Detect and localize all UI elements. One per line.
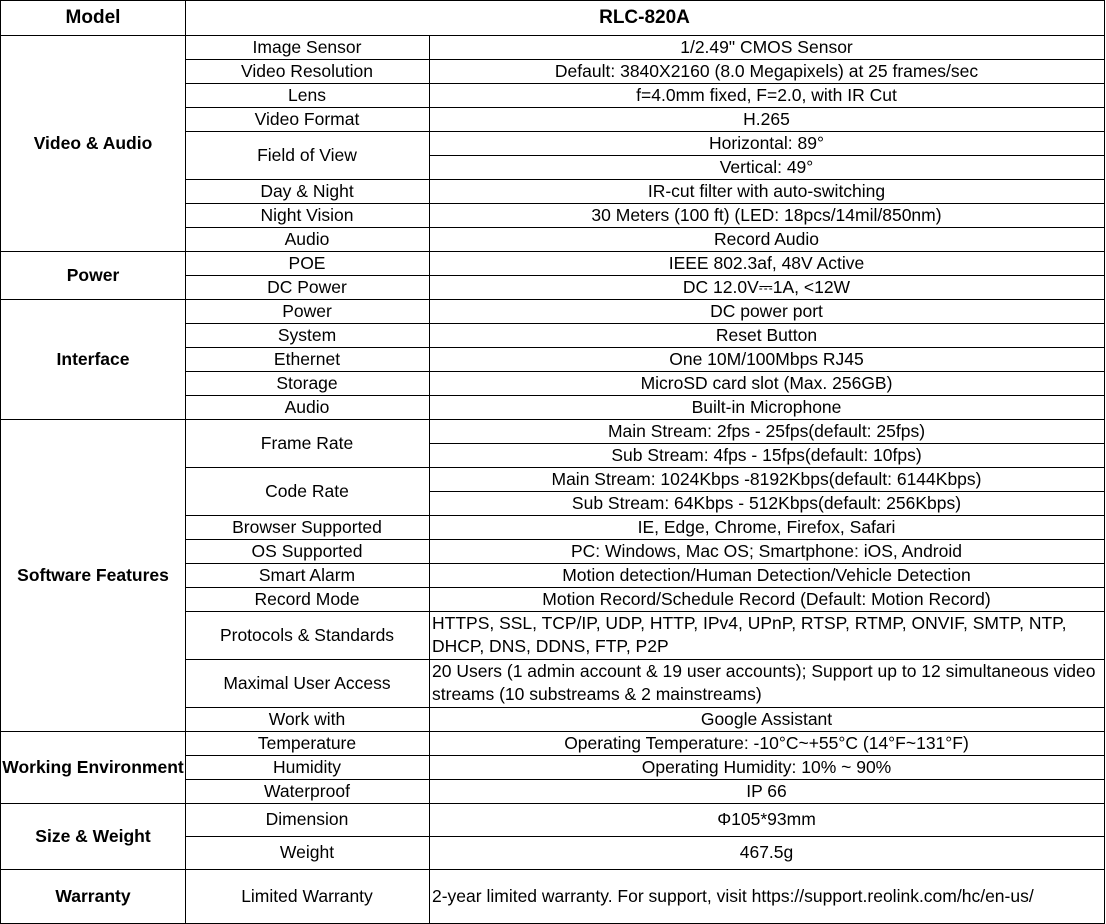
spec-label: Code Rate [265, 480, 349, 501]
spec-value: DC 12.0V⎓1A, <12W [682, 276, 851, 297]
spec-value: 467.5g [739, 842, 794, 863]
spec-value: Built-in Microphone [691, 396, 842, 417]
section-name: Size & Weight [35, 825, 151, 846]
spec-label: Ethernet [273, 348, 341, 369]
spec-label: Frame Rate [260, 432, 354, 453]
spec-value: Main Stream: 2fps - 25fps(default: 25fps) [607, 420, 926, 441]
spec-label: POE [288, 252, 326, 273]
grid-line [1104, 0, 1105, 924]
spec-value: DC power port [710, 300, 823, 321]
model-value: RLC-820A [599, 6, 690, 28]
section-name: Power [66, 264, 120, 285]
spec-label: Lens [288, 84, 326, 105]
section-name: Interface [56, 348, 130, 369]
model-label: Model [65, 6, 121, 28]
spec-label: Smart Alarm [258, 564, 356, 585]
grid-line [1, 0, 1105, 1]
spec-label: Protocols & Standards [219, 624, 395, 645]
spec-label: Humidity [272, 756, 342, 777]
section-name: Software Features [17, 564, 169, 585]
spec-value: Φ105*93mm [717, 809, 816, 830]
spec-label: Video Format [254, 108, 360, 129]
spec-label: Field of View [257, 144, 357, 165]
spec-label: Night Vision [260, 204, 354, 225]
spec-label: Dimension [265, 809, 349, 830]
spec-value: IP 66 [746, 780, 787, 801]
spec-label: System [277, 324, 337, 345]
spec-value: Default: 3840X2160 (8.0 Megapixels) at 25 frames/sec [554, 60, 979, 81]
spec-label: Temperature [257, 732, 357, 753]
spec-value: 1/2.49" CMOS Sensor [680, 36, 853, 57]
spec-value: Sub Stream: 64Kbps - 512Kbps(default: 256Kbps) [571, 492, 962, 513]
section-name: Working Environment [2, 756, 184, 777]
spec-label: Power [282, 300, 332, 321]
spec-value: One 10M/100Mbps RJ45 [669, 348, 864, 369]
spec-label: Record Mode [254, 588, 360, 609]
spec-label: Audio [284, 228, 330, 249]
spec-value: 20 Users (1 admin account & 19 user accounts); Support up to 12 simultaneous video streams (10 substreams & 2 mainstreams) [432, 661, 1096, 704]
spec-label: Weight [279, 842, 335, 863]
spec-value: Reset Button [715, 324, 818, 345]
spec-value: Motion detection/Human Detection/Vehicle Detection [562, 564, 971, 585]
spec-value: Operating Humidity: 10% ~ 90% [641, 756, 892, 777]
spec-value: PC: Windows, Mac OS; Smartphone: iOS, Android [571, 540, 962, 561]
spec-value: IE, Edge, Chrome, Firefox, Safari [637, 516, 896, 537]
spec-value: Vertical: 49° [719, 156, 814, 177]
spec-label: Storage [276, 372, 338, 393]
spec-value: 30 Meters (100 ft) (LED: 18pcs/14mil/850nm) [591, 204, 942, 225]
spec-value: Google Assistant [700, 708, 833, 729]
spec-label: Image Sensor [252, 36, 362, 57]
grid-line [429, 35, 430, 924]
spec-value: Main Stream: 1024Kbps -8192Kbps(default: 6144Kbps) [551, 468, 982, 489]
spec-label: DC Power [267, 276, 347, 297]
spec-value: Horizontal: 89° [709, 132, 824, 153]
section-name: Warranty [55, 885, 131, 906]
spec-value: Operating Temperature: -10°C~+55°C (14°F~131°F) [564, 732, 969, 753]
spec-value: MicroSD card slot (Max. 256GB) [640, 372, 893, 393]
spec-label: Work with [268, 708, 346, 729]
spec-label: Limited Warranty [241, 885, 373, 906]
section-name: Video & Audio [33, 132, 153, 153]
grid-line [185, 0, 186, 924]
spec-label: OS Supported [251, 540, 363, 561]
spec-label: Day & Night [260, 180, 354, 201]
spec-label: Browser Supported [232, 516, 382, 537]
spec-value: IR-cut filter with auto-switching [647, 180, 886, 201]
spec-value: H.265 [743, 108, 790, 129]
spec-label: Video Resolution [241, 60, 373, 81]
grid-line [0, 0, 1, 924]
spec-value: Motion Record/Schedule Record (Default: Motion Record) [542, 588, 991, 609]
spec-value: Record Audio [713, 228, 820, 249]
spec-value: Sub Stream: 4fps - 15fps(default: 10fps) [611, 444, 922, 465]
spec-label: Audio [284, 396, 330, 417]
spec-value: 2-year limited warranty. For support, visit https://support.reolink.com/hc/en-us/ [432, 885, 1034, 906]
spec-label: Waterproof [264, 780, 350, 801]
spec-value: HTTPS, SSL, TCP/IP, UDP, HTTP, IPv4, UPnP, RTSP, RTMP, ONVIF, SMTP, NTP, DHCP, DNS, DDNS, FTP, P2P [432, 613, 1067, 656]
spec-label: Maximal User Access [223, 672, 391, 693]
spec-value: IEEE 802.3af, 48V Active [668, 252, 865, 273]
spec-value: f=4.0mm fixed, F=2.0, with IR Cut [636, 84, 897, 105]
